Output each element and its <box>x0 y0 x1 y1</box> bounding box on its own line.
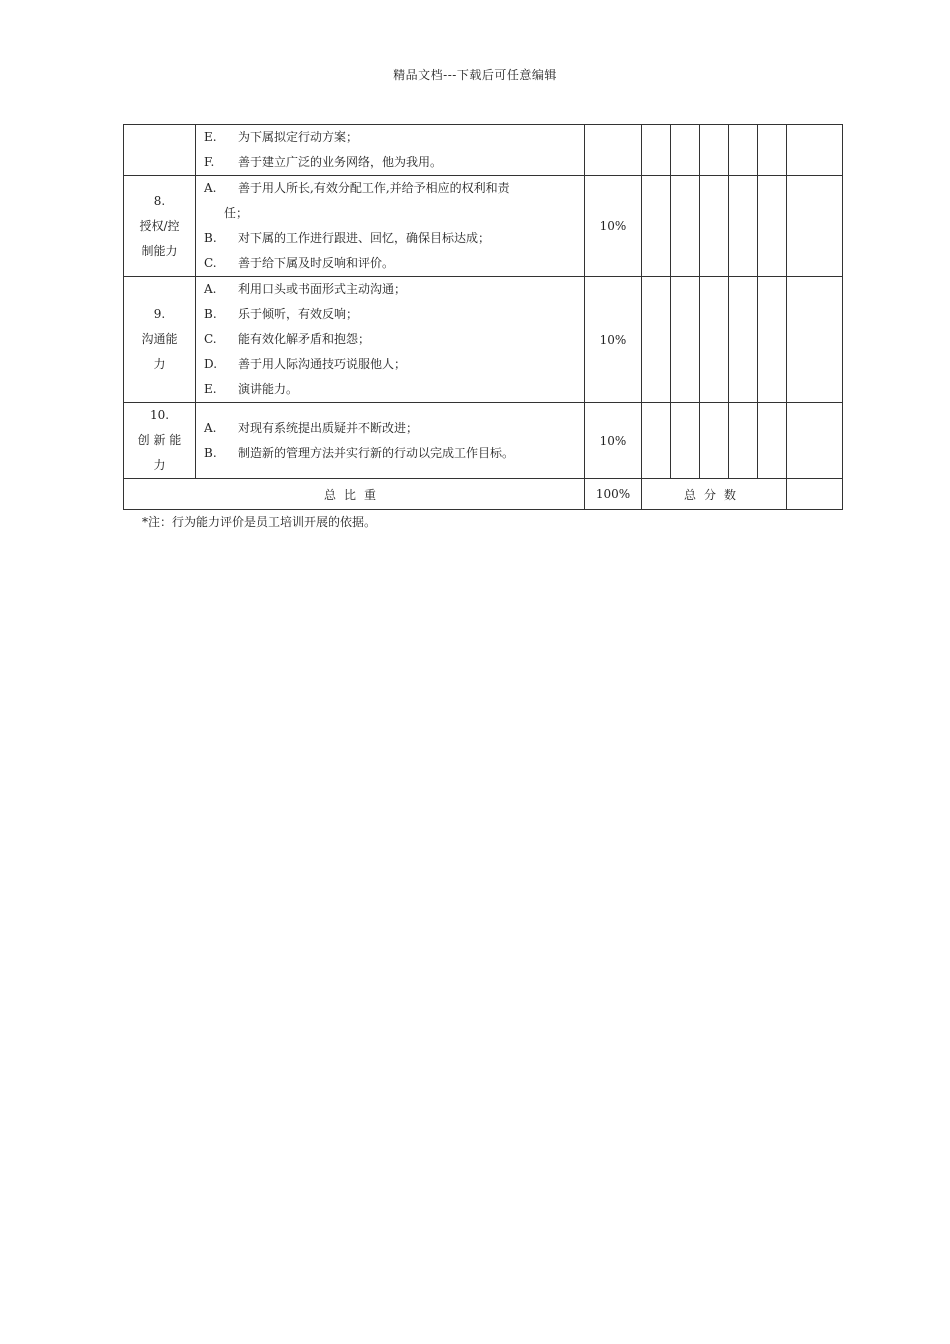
item-text: 善于建立广泛的业务网络，他为我用。 <box>238 155 443 169</box>
behavior-item <box>204 352 580 377</box>
total-weight-label: 总比重 <box>124 479 585 510</box>
competency-name-line: 沟通能 <box>141 332 178 346</box>
behavior-items <box>196 176 585 277</box>
total-score-cell <box>787 479 843 510</box>
score-cell <box>671 125 700 176</box>
item-letter: B. <box>204 445 217 460</box>
score-cell <box>700 277 729 403</box>
item-text: 任； <box>224 206 249 220</box>
score-cell <box>729 403 758 479</box>
score-cell <box>700 176 729 277</box>
table-row <box>124 125 843 176</box>
score-cell <box>642 403 671 479</box>
item-letter: E. <box>204 130 217 144</box>
competency-name-line: 授权/控 <box>139 218 180 233</box>
behavior-item <box>204 377 580 402</box>
item-letter: E. <box>204 382 217 396</box>
behavior-item <box>204 327 580 352</box>
item-letter: B. <box>204 231 217 245</box>
item-text: 善于用人际沟通技巧说服他人； <box>238 357 407 371</box>
competency-name <box>124 277 196 403</box>
item-text: 制造新的管理方法并实行新的行动以完成工作目标。 <box>238 445 515 460</box>
item-text: 为下属拟定行动方案； <box>238 130 359 144</box>
table-row <box>124 277 843 403</box>
score-cell <box>787 125 843 176</box>
item-letter: B. <box>204 307 217 321</box>
competency-name-line: 制能力 <box>141 243 178 258</box>
behavior-item <box>204 125 580 150</box>
competency-name-line: 力 <box>153 458 166 472</box>
competency-name-line: 10. <box>149 408 170 422</box>
competency-name-line: 创 新 能 <box>137 433 182 447</box>
competency-name-line: 力 <box>153 357 166 371</box>
item-letter: C. <box>204 256 217 270</box>
score-cell <box>642 277 671 403</box>
behavior-item <box>204 277 580 302</box>
score-cell <box>700 403 729 479</box>
item-text: 乐于倾听，有效反响； <box>238 307 359 321</box>
item-letter: F. <box>204 155 215 169</box>
behavior-item <box>204 416 580 441</box>
item-text: 演讲能力。 <box>238 382 299 396</box>
score-cell <box>729 125 758 176</box>
score-cell <box>729 277 758 403</box>
evaluation-table <box>123 124 843 510</box>
behavior-item <box>204 150 580 175</box>
score-cell <box>671 277 700 403</box>
score-cell <box>642 125 671 176</box>
footnote: *注：行为能力评价是员工培训开展的依据。 <box>142 515 377 529</box>
item-text: 利用口头或书面形式主动沟通； <box>238 282 407 296</box>
score-cell <box>700 125 729 176</box>
score-cell <box>758 277 787 403</box>
total-score-label: 总分数 <box>642 479 787 510</box>
weight-cell: 10% <box>585 277 642 403</box>
item-letter: A. <box>204 420 217 435</box>
item-letter: D. <box>204 357 218 371</box>
competency-name-line: 8. <box>153 193 166 208</box>
total-weight-value: 100% <box>585 479 642 510</box>
competency-name <box>124 125 196 176</box>
weight-cell: 10% <box>585 176 642 277</box>
score-cell <box>787 277 843 403</box>
score-cell <box>671 176 700 277</box>
score-cell <box>758 176 787 277</box>
item-text: 对现有系统提出质疑并不断改进； <box>238 420 419 435</box>
behavior-items <box>196 277 585 403</box>
weight-cell <box>585 125 642 176</box>
item-text: 能有效化解矛盾和抱怨； <box>238 332 371 346</box>
behavior-items <box>196 125 585 176</box>
behavior-item <box>204 251 580 276</box>
competency-name <box>124 176 196 277</box>
score-cell <box>642 176 671 277</box>
behavior-item <box>204 441 580 466</box>
weight-cell: 10% <box>585 403 642 479</box>
item-letter: A. <box>204 181 217 195</box>
item-letter: C. <box>204 332 217 346</box>
item-text: 善于给下属及时反响和评价。 <box>238 256 395 270</box>
table-row <box>124 176 843 277</box>
behavior-items <box>196 403 585 479</box>
behavior-item <box>204 176 580 201</box>
score-cell <box>671 403 700 479</box>
total-row <box>124 479 843 510</box>
score-cell <box>758 125 787 176</box>
score-cell <box>787 403 843 479</box>
score-cell <box>758 403 787 479</box>
item-letter: A. <box>204 282 217 296</box>
item-text: 善于用人所长,有效分配工作,并给予相应的权利和责 <box>238 181 510 195</box>
item-text: 对下属的工作进行跟进、回忆，确保目标达成； <box>238 231 491 245</box>
behavior-item <box>204 201 580 226</box>
score-cell <box>787 176 843 277</box>
page-header: 精品文档---下载后可任意编辑 <box>393 68 557 82</box>
behavior-item <box>204 302 580 327</box>
behavior-item <box>204 226 580 251</box>
score-cell <box>729 176 758 277</box>
competency-name <box>124 403 196 479</box>
table-row <box>124 403 843 479</box>
competency-name-line: 9. <box>153 307 166 321</box>
